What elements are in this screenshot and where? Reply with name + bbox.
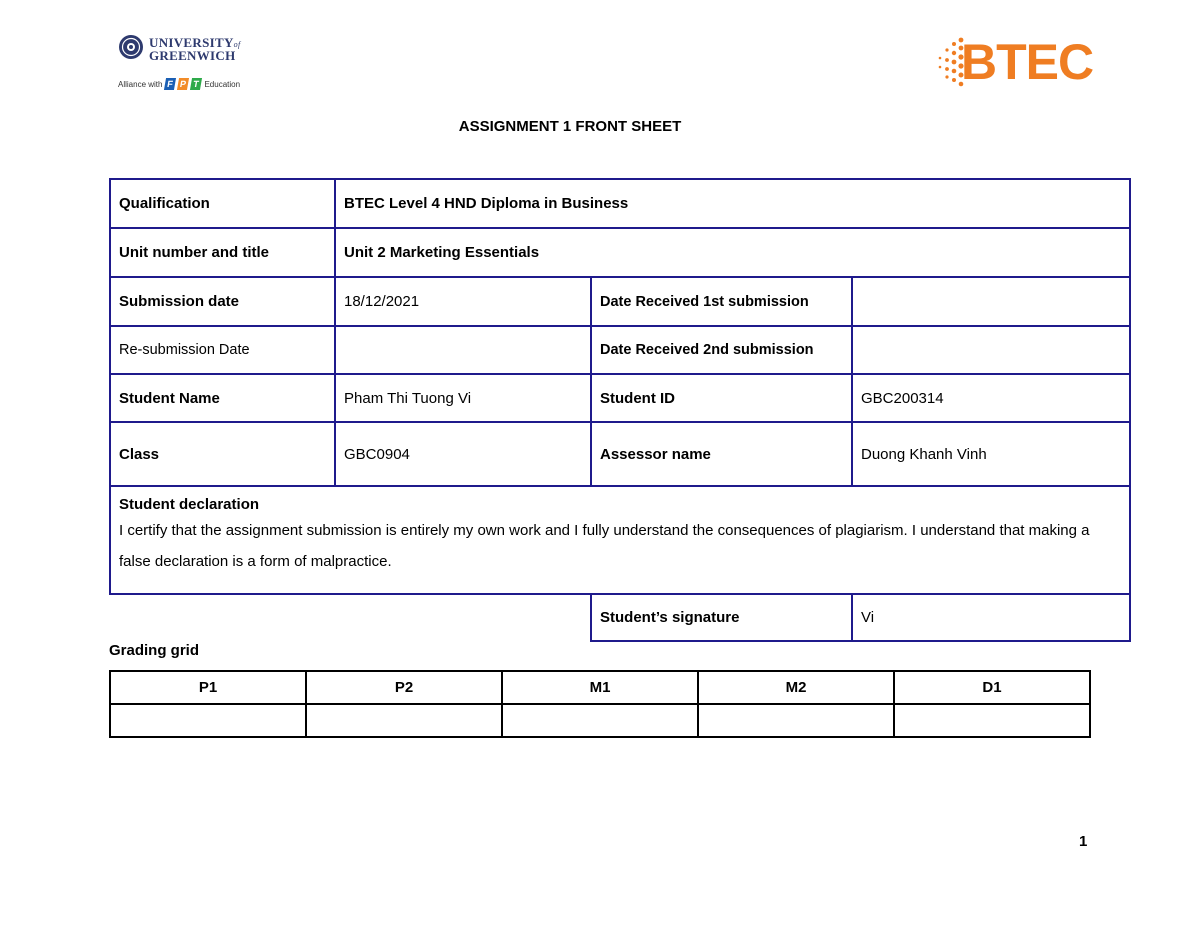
signature-value: Vi [852,594,1130,641]
date-received-2-value [852,326,1130,374]
student-name-label: Student Name [110,374,335,422]
resubmission-date-label: Re-submission Date [110,326,335,374]
signature-spacer [110,594,591,641]
grading-header-row [110,671,1090,704]
date-received-1-value [852,277,1130,326]
grade-header-d1: D1 [894,671,1090,704]
alliance-with-fpt [118,76,240,92]
date-received-2-label: Date Received 2nd submission [591,326,852,374]
grade-value-m1 [502,704,698,737]
grading-grid-table [109,670,1091,738]
grade-value-d1 [894,704,1090,737]
date-received-1-label: Date Received 1st submission [591,277,852,326]
grade-value-m2 [698,704,894,737]
resubmission-row [110,326,1130,374]
class-row [110,422,1130,486]
document-title: ASSIGNMENT 1 FRONT SHEET [458,118,682,135]
student-row [110,374,1130,422]
university-of-greenwich-logo [118,34,248,94]
front-sheet-table [109,178,1131,642]
fpt-letter-t: T [190,78,202,90]
qualification-label: Qualification [110,179,335,228]
greenwich-seal-icon [118,34,144,60]
grade-header-m1: M1 [502,671,698,704]
assessor-value: Duong Khanh Vinh [852,422,1130,486]
declaration-row [110,486,1130,594]
unit-label: Unit number and title [110,228,335,277]
class-value: GBC0904 [335,422,591,486]
greenwich-line2: GREENWICH [149,48,236,63]
student-name-value: Pham Thi Tuong Vi [335,374,591,422]
btec-logo [935,32,1120,94]
greenwich-line1: UNIVERSITYof [149,35,241,50]
submission-date-label: Submission date [110,277,335,326]
qualification-value: BTEC Level 4 HND Diploma in Business [335,179,1130,228]
qualification-row [110,179,1130,228]
student-id-label: Student ID [591,374,852,422]
fpt-letter-f: F [164,78,176,90]
grading-grid-title: Grading grid [109,642,199,659]
greenwich-of: of [233,40,241,49]
btec-wordmark: BTEC [961,34,1094,90]
assessor-label: Assessor name [591,422,852,486]
submission-row [110,277,1130,326]
declaration-title: Student declaration [119,496,260,513]
grading-value-row [110,704,1090,737]
unit-row [110,228,1130,277]
grade-header-p2: P2 [306,671,502,704]
resubmission-date-value [335,326,591,374]
grade-header-m2: M2 [698,671,894,704]
grade-value-p1 [110,704,306,737]
submission-date-value: 18/12/2021 [335,277,591,326]
fpt-letter-p: P [177,78,189,90]
class-label: Class [110,422,335,486]
grade-header-p1: P1 [110,671,306,704]
signature-row [110,594,1130,641]
page-number: 1 [1079,833,1088,850]
student-id-value: GBC200314 [852,374,1130,422]
student-declaration [110,486,1130,594]
unit-value: Unit 2 Marketing Essentials [335,228,1130,277]
declaration-text: I certify that the assignment submission is entirely my own work and I fully understand the consequences of plagiarism. I understand that making a false declaration is a form of malpractice. [119,522,1090,570]
grade-value-p2 [306,704,502,737]
alliance-suffix: Education [204,79,241,89]
signature-label: Student’s signature [591,594,852,641]
alliance-prefix: Alliance with [118,79,163,89]
